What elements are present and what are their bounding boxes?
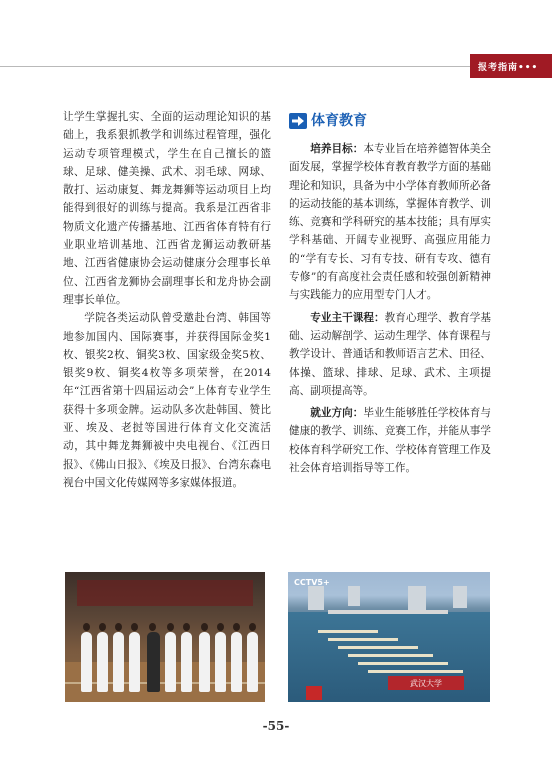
- team-photo: [65, 572, 265, 702]
- page-number: -55-: [262, 719, 290, 733]
- core-courses-paragraph: [289, 309, 491, 400]
- boat: [328, 638, 398, 641]
- right-column: [289, 110, 491, 477]
- header-rule: [0, 66, 470, 67]
- boat: [338, 646, 418, 649]
- player-figure: [215, 632, 226, 692]
- left-paragraph-1: 让学生掌握扎实、全面的运动理论知识的基础上，我系狠抓教学和训练过程管理，强化运动专项管理模式，学生在自己擅长的篮球、足球、健美操、武术、羽毛球、网球、散打、运动康复、舞龙舞狮等运动项目上均能得到很好的训练与提高。我系是江西省非物质文化遗产传播基地、江西省体育特有行业职业培训基地、江西省龙狮运动教研基地、江西省健康协会运动健康分会理事长单位、江西省龙狮协会副理事长和龙舟协会副理事长单位。: [63, 111, 271, 306]
- tv-caption-text: 武汉大学: [410, 678, 442, 688]
- training-goal-paragraph: [289, 140, 491, 305]
- player-figure: [81, 632, 92, 692]
- broadcast-logo-icon: [306, 686, 322, 700]
- tv-caption-banner: [388, 676, 464, 690]
- training-goal-text: 本专业旨在培养德智体美全面发展，掌握学校体育教育教学方面的基础理论和知识，具备为中小学体育教师所必备的运动技能的基本训练，掌握体育教学、训练、竞赛和学科研究的基本技能；具有厚实学科基础、开阔专业视野、高强应用能力的“学有专长、习有专技、研有专攻、德有专修”的有高度社会责任感和较强创新精神与实践能力的应用型专门人才。: [289, 143, 492, 302]
- career-label: 就业方向：: [310, 407, 364, 420]
- career-paragraph: [289, 404, 491, 477]
- gym-banner: [77, 580, 253, 606]
- tv-channel-logo: CCTV5+: [294, 578, 330, 587]
- boat: [318, 630, 378, 633]
- section-heading: [289, 110, 491, 132]
- player-figure: [113, 632, 124, 692]
- coach-figure: [147, 632, 160, 692]
- arrow-right-icon: [289, 113, 307, 129]
- boat: [358, 662, 448, 665]
- player-figure: [199, 632, 210, 692]
- player-figure: [181, 632, 192, 692]
- left-paragraph-2: 学院各类运动队曾受邀赴台湾、韩国等地参加国内、国际赛事，并获得国际金奖1枚、银奖2枚、铜奖3枚、国家级金奖5枚、银奖9枚、铜奖4枚等多项荣誉，在2014年“江西省第十四届运动会”上体育专业学生获得十多项金牌。运动队多次赴韩国、赞比亚、埃及、老挝等国进行体育文化交流活动，其中舞龙舞狮被中央电视台、《江西日报》、《佛山日报》、《埃及日报》、台湾东森电视台中国文化传媒网等多家媒体报道。: [63, 312, 271, 489]
- career-text: 毕业生能够胜任学校体育与健康的教学、训练、竞赛工作，并能从事学校体育科学研究工作、学校体育管理工作及社会体育培训指导等工作。: [289, 407, 492, 475]
- boat: [368, 670, 463, 673]
- boat: [348, 654, 433, 657]
- training-goal-label: 培养目标：: [310, 143, 364, 155]
- section-title: 体育教育: [311, 112, 367, 129]
- dragon-boat-photo: [288, 572, 490, 702]
- player-figure: [129, 632, 140, 692]
- player-figure: [247, 632, 258, 692]
- player-figure: [231, 632, 242, 692]
- section-tab-guide: [470, 54, 552, 78]
- left-column: [63, 108, 271, 492]
- core-courses-text: 教育心理学、教育学基础、运动解剖学、运动生理学、体育课程与教学设计、普通话和教师语言艺术、田径、体操、篮球、排球、足球、武术、主项提高、副项提高等。: [289, 311, 492, 397]
- bridge: [328, 610, 448, 614]
- core-courses-label: 专业主干课程：: [310, 311, 385, 324]
- player-figure: [97, 632, 108, 692]
- player-figure: [165, 632, 176, 692]
- section-tab-label: 报考指南•••: [478, 62, 539, 73]
